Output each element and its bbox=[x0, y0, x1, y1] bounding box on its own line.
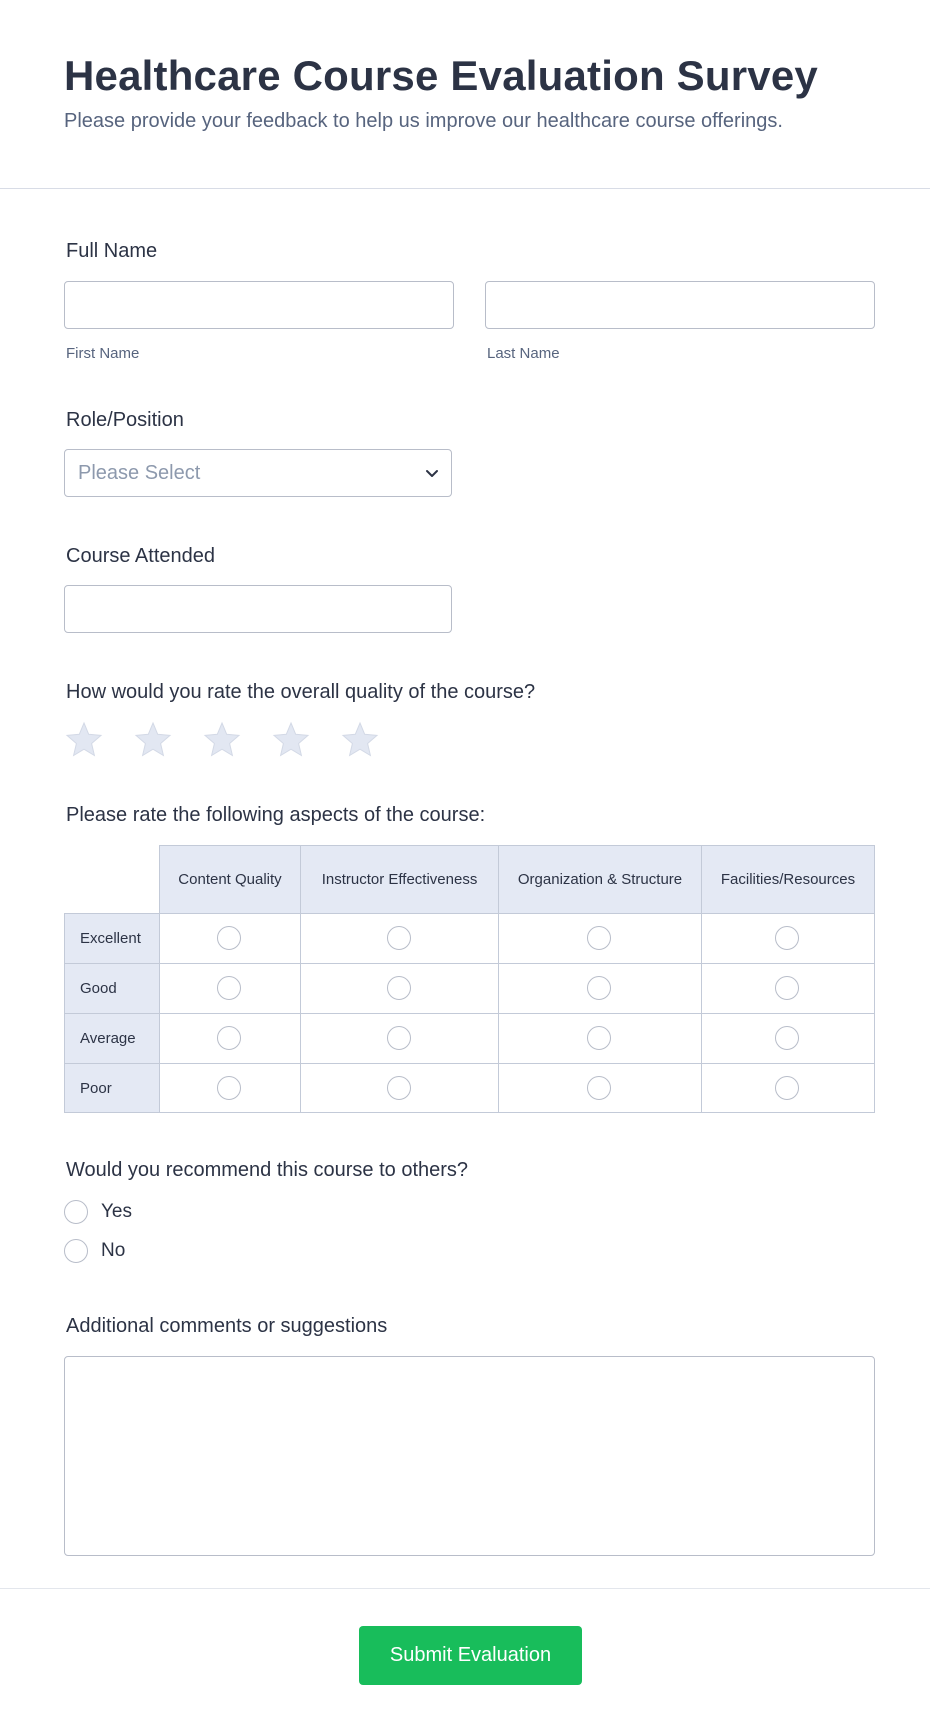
matrix-cell bbox=[702, 1014, 875, 1064]
course-input[interactable] bbox=[64, 585, 452, 633]
first-name-input[interactable] bbox=[64, 281, 454, 329]
matrix-radio[interactable] bbox=[775, 1076, 799, 1100]
matrix-cell bbox=[160, 1014, 301, 1064]
matrix-cell bbox=[499, 964, 702, 1014]
recommend-radio[interactable] bbox=[64, 1239, 88, 1263]
rating-matrix bbox=[64, 845, 875, 1113]
matrix-cell bbox=[499, 1014, 702, 1064]
matrix-col-header: Facilities/Resources bbox=[702, 846, 875, 914]
role-label: Role/Position bbox=[66, 409, 184, 431]
matrix-radio[interactable] bbox=[587, 1076, 611, 1100]
matrix-radio[interactable] bbox=[387, 1076, 411, 1100]
matrix-cell bbox=[499, 914, 702, 964]
matrix-row-header: Average bbox=[65, 1014, 160, 1064]
matrix-col-header: Organization & Structure bbox=[499, 846, 702, 914]
recommend-radio[interactable] bbox=[64, 1200, 88, 1224]
matrix-radio[interactable] bbox=[587, 1026, 611, 1050]
role-select-value: Please Select bbox=[78, 462, 201, 484]
page-subtitle: Please provide your feedback to help us improve our healthcare course offerings. bbox=[64, 110, 783, 132]
matrix-radio[interactable] bbox=[217, 926, 241, 950]
matrix-radio[interactable] bbox=[587, 976, 611, 1000]
matrix-cell bbox=[301, 914, 499, 964]
star-icon[interactable] bbox=[340, 720, 380, 760]
matrix-cell bbox=[301, 1064, 499, 1113]
recommend-option-label: Yes bbox=[101, 1201, 132, 1222]
matrix-radio[interactable] bbox=[587, 926, 611, 950]
form-footer bbox=[0, 1588, 930, 1734]
last-name-sublabel: Last Name bbox=[487, 345, 560, 362]
full-name-label: Full Name bbox=[66, 240, 158, 262]
matrix-radio[interactable] bbox=[387, 976, 411, 1000]
matrix-radio[interactable] bbox=[387, 1026, 411, 1050]
star-icon[interactable] bbox=[202, 720, 242, 760]
matrix-radio[interactable] bbox=[217, 1026, 241, 1050]
matrix-cell bbox=[499, 1064, 702, 1113]
star-icon[interactable] bbox=[271, 720, 311, 760]
matrix-row-header: Excellent bbox=[65, 914, 160, 964]
matrix-radio[interactable] bbox=[775, 926, 799, 950]
form-header bbox=[0, 0, 930, 189]
role-select[interactable] bbox=[64, 449, 452, 497]
matrix-cell bbox=[702, 964, 875, 1014]
star-icon[interactable] bbox=[64, 720, 104, 760]
page-title: Healthcare Course Evaluation Survey bbox=[64, 52, 818, 99]
course-label: Course Attended bbox=[66, 545, 215, 567]
star-icon[interactable] bbox=[133, 720, 173, 760]
submit-button[interactable]: Submit Evaluation bbox=[359, 1626, 582, 1685]
matrix-cell bbox=[702, 1064, 875, 1113]
comments-textarea[interactable] bbox=[64, 1356, 875, 1556]
matrix-cell bbox=[702, 914, 875, 964]
quality-label: How would you rate the overall quality of the course? bbox=[66, 681, 536, 703]
matrix-col-header: Instructor Effectiveness bbox=[301, 846, 499, 914]
matrix-radio[interactable] bbox=[217, 976, 241, 1000]
comments-label: Additional comments or suggestions bbox=[66, 1315, 388, 1337]
first-name-sublabel: First Name bbox=[66, 345, 140, 362]
matrix-label: Please rate the following aspects of the course: bbox=[66, 804, 486, 826]
matrix-radio[interactable] bbox=[217, 1076, 241, 1100]
matrix-cell bbox=[160, 964, 301, 1014]
matrix-cell bbox=[160, 1064, 301, 1113]
chevron-down-icon bbox=[425, 466, 439, 480]
last-name-input[interactable] bbox=[485, 281, 875, 329]
matrix-row-header: Poor bbox=[65, 1064, 160, 1113]
recommend-label: Would you recommend this course to others? bbox=[66, 1159, 469, 1181]
matrix-radio[interactable] bbox=[387, 926, 411, 950]
matrix-cell bbox=[301, 1014, 499, 1064]
matrix-row-header: Good bbox=[65, 964, 160, 1014]
recommend-option-label: No bbox=[101, 1240, 126, 1261]
matrix-cell bbox=[301, 964, 499, 1014]
matrix-col-header: Content Quality bbox=[160, 846, 301, 914]
matrix-radio[interactable] bbox=[775, 1026, 799, 1050]
matrix-cell bbox=[160, 914, 301, 964]
matrix-radio[interactable] bbox=[775, 976, 799, 1000]
